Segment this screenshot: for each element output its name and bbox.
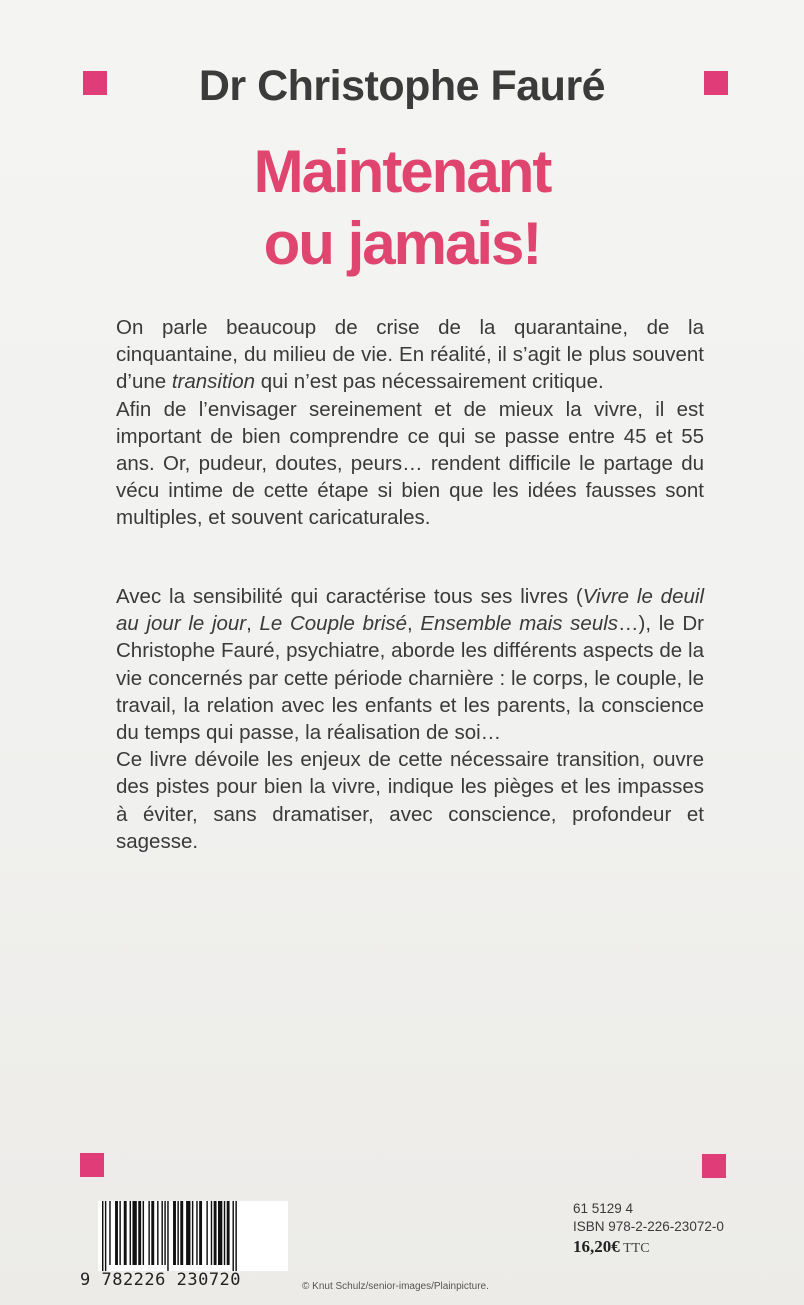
text-run: , [246, 612, 260, 636]
barcode-bar [148, 1201, 149, 1265]
barcode-bar [177, 1201, 178, 1265]
barcode-bar [233, 1201, 234, 1271]
barcode-bar [167, 1201, 168, 1271]
barcode-bar [218, 1201, 222, 1265]
barcode-bar [186, 1201, 190, 1265]
blurb-paragraph-2 [116, 396, 704, 532]
price: 16,20€ [573, 1237, 620, 1256]
pink-square-bottom-left [80, 1153, 104, 1177]
barcode-bar [143, 1201, 144, 1265]
barcode-bar [124, 1201, 127, 1265]
barcode-bar [227, 1201, 230, 1265]
text-run: , [407, 612, 421, 636]
barcode-bar [192, 1201, 193, 1265]
barcode-bar [235, 1201, 236, 1271]
pink-square-bottom-right [702, 1154, 726, 1178]
text-run: Avec la sensibilité qui caractérise tous ses livres ( [116, 585, 583, 608]
blurb-paragraph-4 [116, 746, 704, 855]
barcode-bar [196, 1201, 197, 1265]
barcode-bar [119, 1201, 120, 1265]
barcode-bar [206, 1201, 207, 1265]
text-run: qui n’est pas nécessairement critique. [255, 370, 604, 394]
price-suffix: TTC [623, 1241, 650, 1256]
book-title-line-1: Maintenant [253, 138, 551, 205]
blurb-block-1 [116, 314, 704, 532]
barcode-bar [161, 1201, 162, 1265]
italic-text: Le Couple brisé [259, 612, 408, 636]
product-code: 61 5129 4 [573, 1201, 634, 1216]
barcode-bar [115, 1201, 118, 1265]
barcode-bar [105, 1201, 106, 1271]
price-line [573, 1238, 724, 1258]
barcode-bar [164, 1201, 165, 1265]
book-info [573, 1200, 724, 1258]
author-name: Dr Christophe Fauré [198, 62, 606, 110]
barcode-bar [199, 1201, 202, 1265]
italic-text: transition [171, 370, 256, 394]
barcode [98, 1201, 288, 1271]
barcode-bar [130, 1201, 131, 1265]
blurb-paragraph-3 [116, 583, 704, 746]
barcode-bar [211, 1201, 212, 1265]
barcode-digits: 9 782226 230720 [80, 1270, 242, 1290]
text-run: On parle beaucoup de crise de la quarantaine, de la cinquantaine, du milieu de vie. En réalité, il s’agit le plus souvent d’une [116, 316, 704, 394]
text-run: Afin de l’envisager sereinement et de mieux la vivre, il est important de bien comprendre ce qui se passe entre 45 et 55 ans. Or, pudeur, doutes, peurs… rendent difficile le partage du vécu intime de cette étape si bien que les idées fausses sont multiples, et souvent caricaturales. [116, 397, 704, 530]
text-run: Ce livre dévoile les enjeux de cette nécessaire transition, ouvre des pistes pour bien la vivre, indique les pièges et les impasses à éviter, sans dramatiser, avec conscience, profondeur et sagesse. [116, 748, 704, 853]
blurb-paragraph-1 [116, 314, 704, 396]
italic-text: Vivre le deuil au jour le jour [116, 585, 704, 636]
barcode-bar [214, 1201, 217, 1265]
barcode-bar [157, 1201, 158, 1265]
isbn: ISBN 978-2-226-23072-0 [573, 1219, 724, 1234]
photo-credit: © Knut Schulz/senior-images/Plainpicture. [302, 1281, 489, 1292]
blurb-block-2 [116, 583, 704, 855]
barcode-bar [151, 1201, 154, 1265]
barcode-bar [138, 1201, 141, 1265]
text-run: …), le Dr Christophe Fauré, psychiatre, aborde les différents aspects de la vie concernés par cette période charnière : le corps, le couple, le travail, la relation avec les enfants et les parents, la conscience du temps qui passe, la réalisation de soi… [116, 612, 704, 745]
barcode-bar [173, 1201, 176, 1265]
barcode-bar [180, 1201, 183, 1265]
barcode-bars [98, 1201, 288, 1271]
barcode-bar [102, 1201, 103, 1271]
italic-text: Ensemble mais seuls [420, 612, 619, 636]
barcode-bar [109, 1201, 110, 1265]
barcode-bar [224, 1201, 225, 1265]
book-title-line-2: ou jamais! [263, 210, 541, 277]
barcode-bar [132, 1201, 136, 1265]
